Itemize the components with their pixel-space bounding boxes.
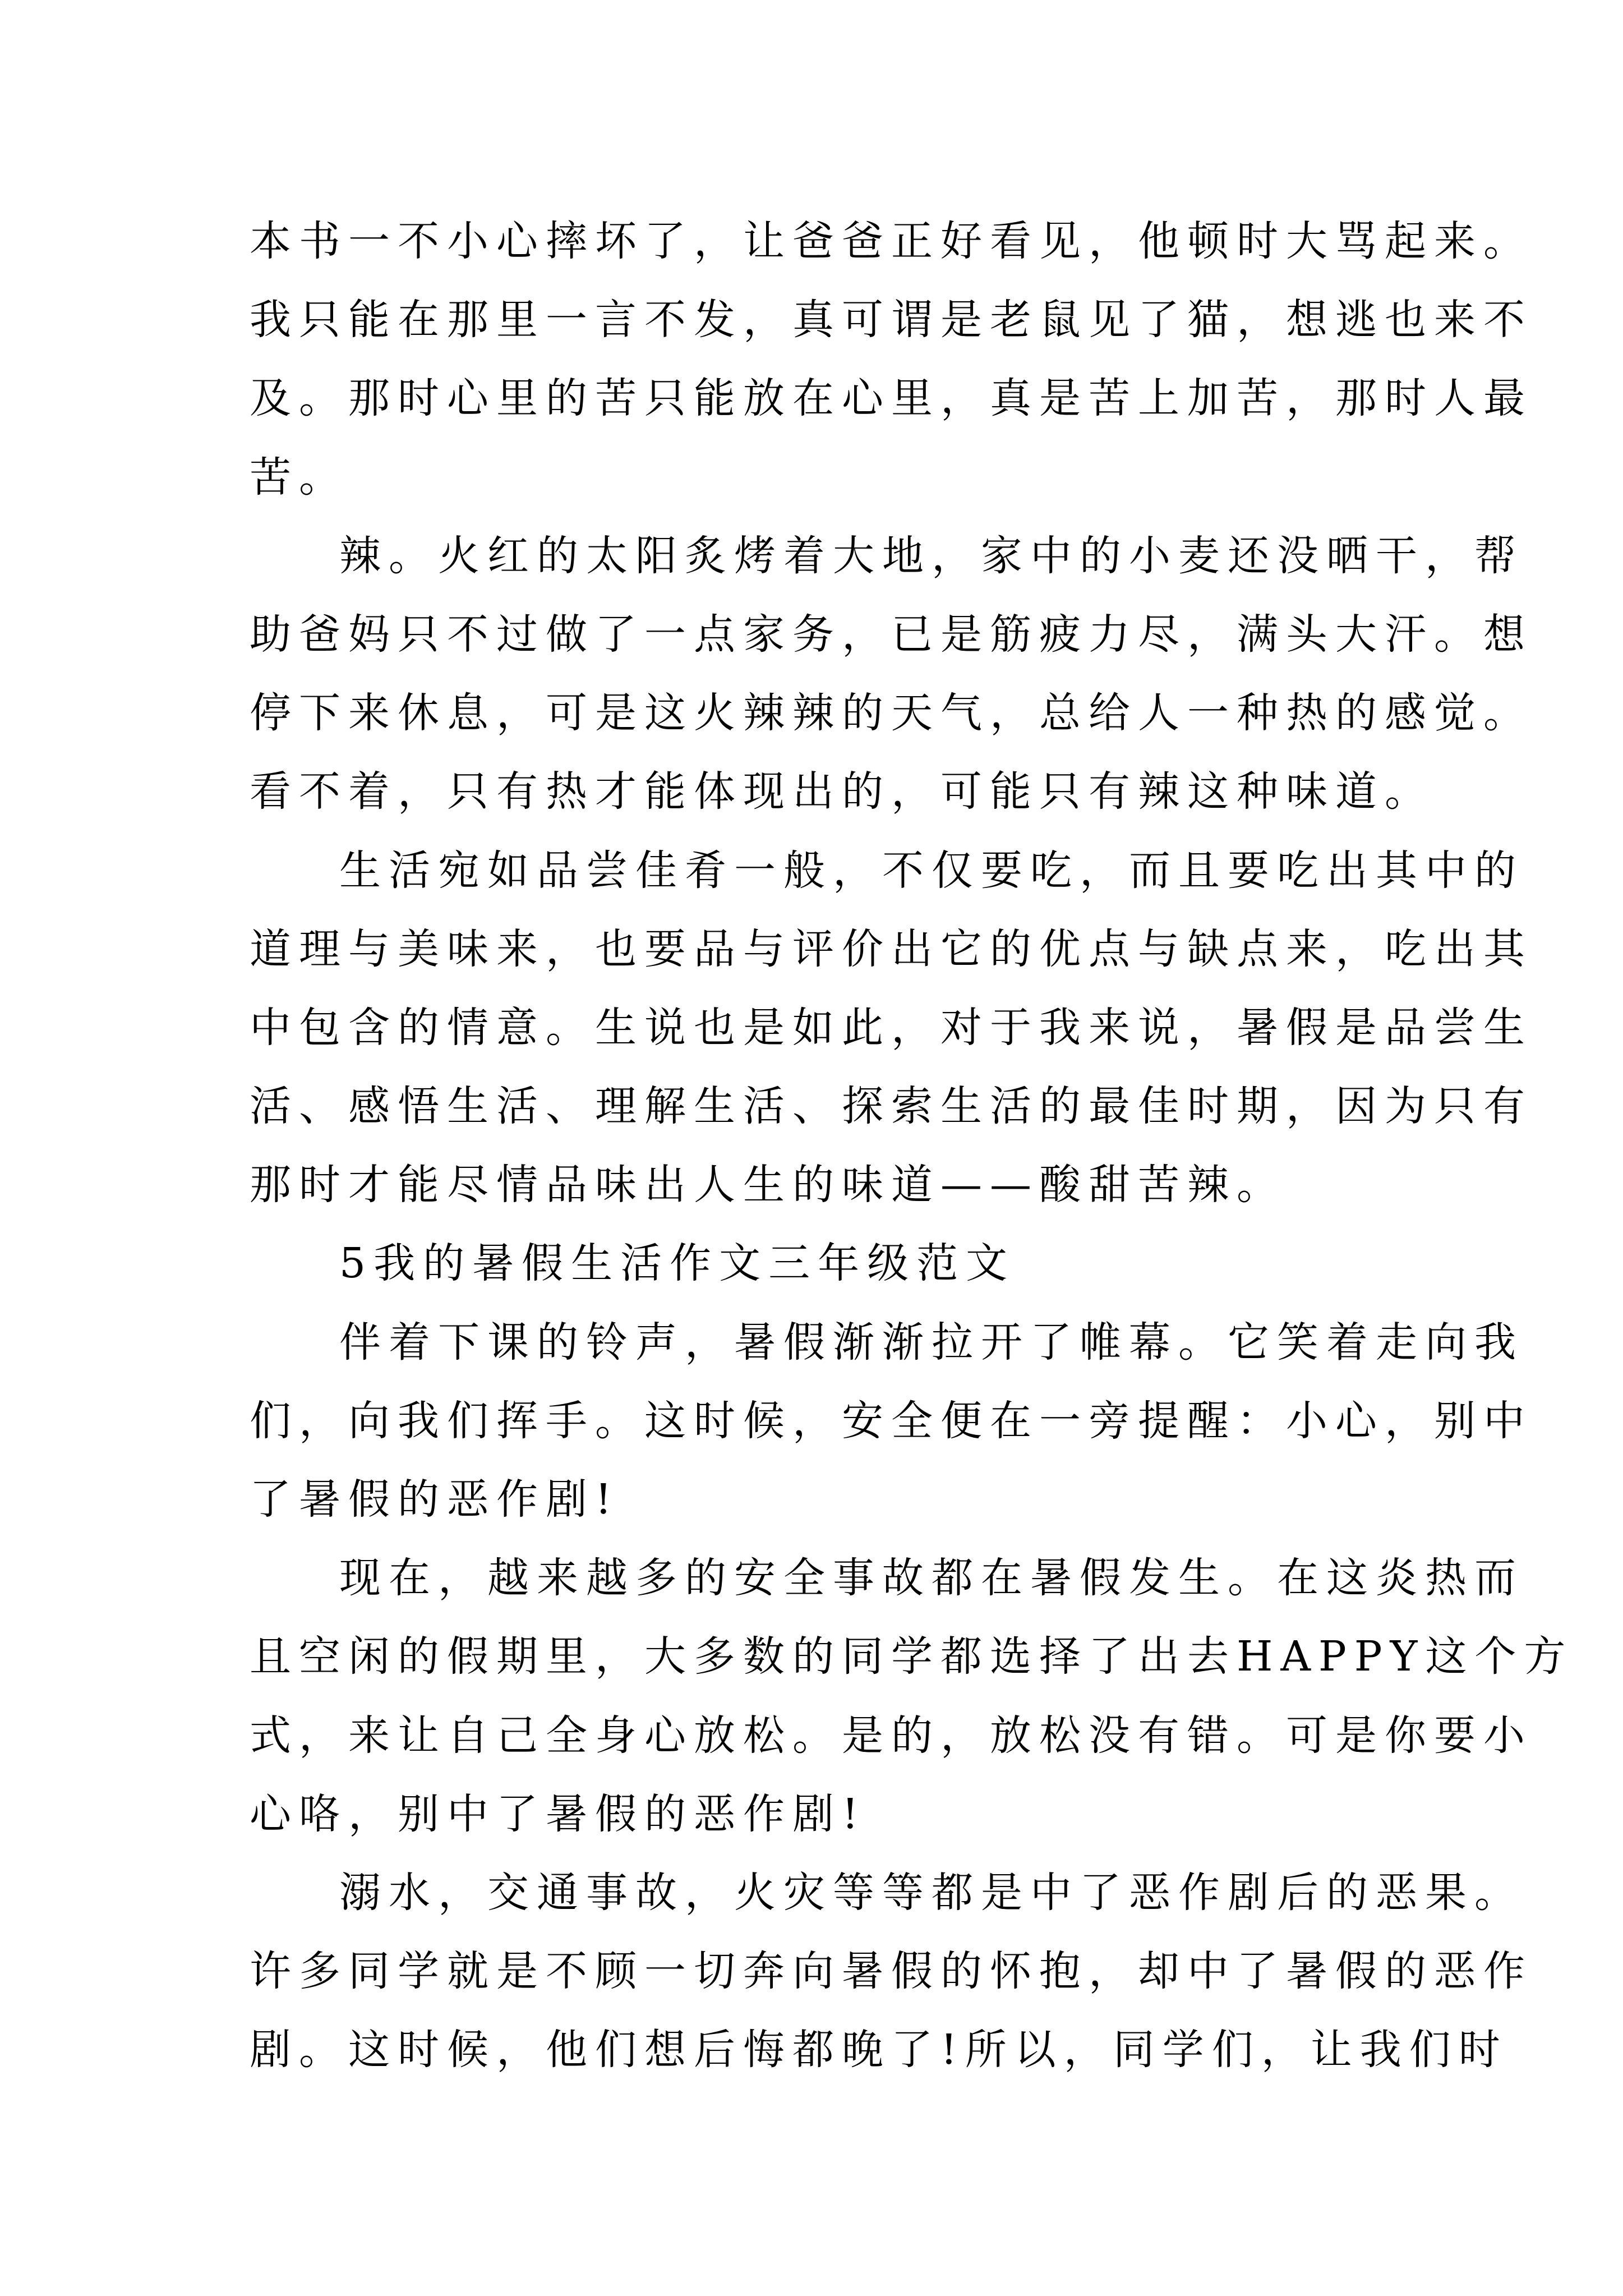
text-line: 生活宛如品尝佳肴一般，不仅要吃，而且要吃出其中的 <box>339 846 1524 895</box>
text-line: 停下来休息，可是这火辣辣的天气，总给人一种热的感觉。 <box>250 689 1533 738</box>
text-line: 及。那时心里的苦只能放在心里，真是苦上加苦，那时人最 <box>250 374 1533 423</box>
text-line: 且空闲的假期里，大多数的同学都选择了出去HAPPY这个方 <box>250 1632 1574 1681</box>
text-line: 溺水，交通事故，火灾等等都是中了恶作剧后的恶果。 <box>339 1868 1524 1917</box>
text-line: 我只能在那里一言不发，真可谓是老鼠见了猫，想逃也来不 <box>250 296 1533 344</box>
text-line: 心咯，别中了暑假的恶作剧! <box>250 1789 866 1838</box>
text-line: 中包含的情意。生说也是如此，对于我来说，暑假是品尝生 <box>250 1003 1533 1052</box>
text-line: 看不着，只有热才能体现出的，可能只有辣这种味道。 <box>250 767 1434 816</box>
body-text <box>250 202 1574 2090</box>
text-line: 剧。这时候，他们想后悔都晚了!所以，同学们，让我们时 <box>250 2026 1508 2074</box>
text-line: 现在，越来越多的安全事故都在暑假发生。在这炎热而 <box>339 1554 1524 1603</box>
text-line: 5我的暑假生活作文三年级范文 <box>339 1239 1016 1288</box>
text-line: 伴着下课的铃声，暑假渐渐拉开了帷幕。它笑着走向我 <box>339 1318 1524 1366</box>
text-line: 们，向我们挥手。这时候，安全便在一旁提醒：小心，别中 <box>250 1396 1533 1445</box>
text-line: 苦。 <box>250 453 348 501</box>
text-line: 了暑假的恶作剧! <box>250 1475 620 1524</box>
text-line: 式，来让自己全身心放松。是的，放松没有错。可是你要小 <box>250 1711 1533 1760</box>
text-line: 许多同学就是不顾一切奔向暑假的怀抱，却中了暑假的恶作 <box>250 1947 1533 1996</box>
text-line: 助爸妈只不过做了一点家务，已是筋疲力尽，满头大汗。想 <box>250 610 1533 659</box>
text-line: 本书一不小心摔坏了，让爸爸正好看见，他顿时大骂起来。 <box>250 217 1533 265</box>
text-line: 道理与美味来，也要品与评价出它的优点与缺点来，吃出其 <box>250 924 1533 973</box>
text-line: 活、感悟生活、理解生活、探索生活的最佳时期，因为只有 <box>250 1082 1533 1131</box>
text-line: 那时才能尽情品味出人生的味道——酸甜苦辣。 <box>250 1161 1286 1209</box>
text-line: 辣。火红的太阳炙烤着大地，家中的小麦还没晒干，帮 <box>339 531 1524 580</box>
